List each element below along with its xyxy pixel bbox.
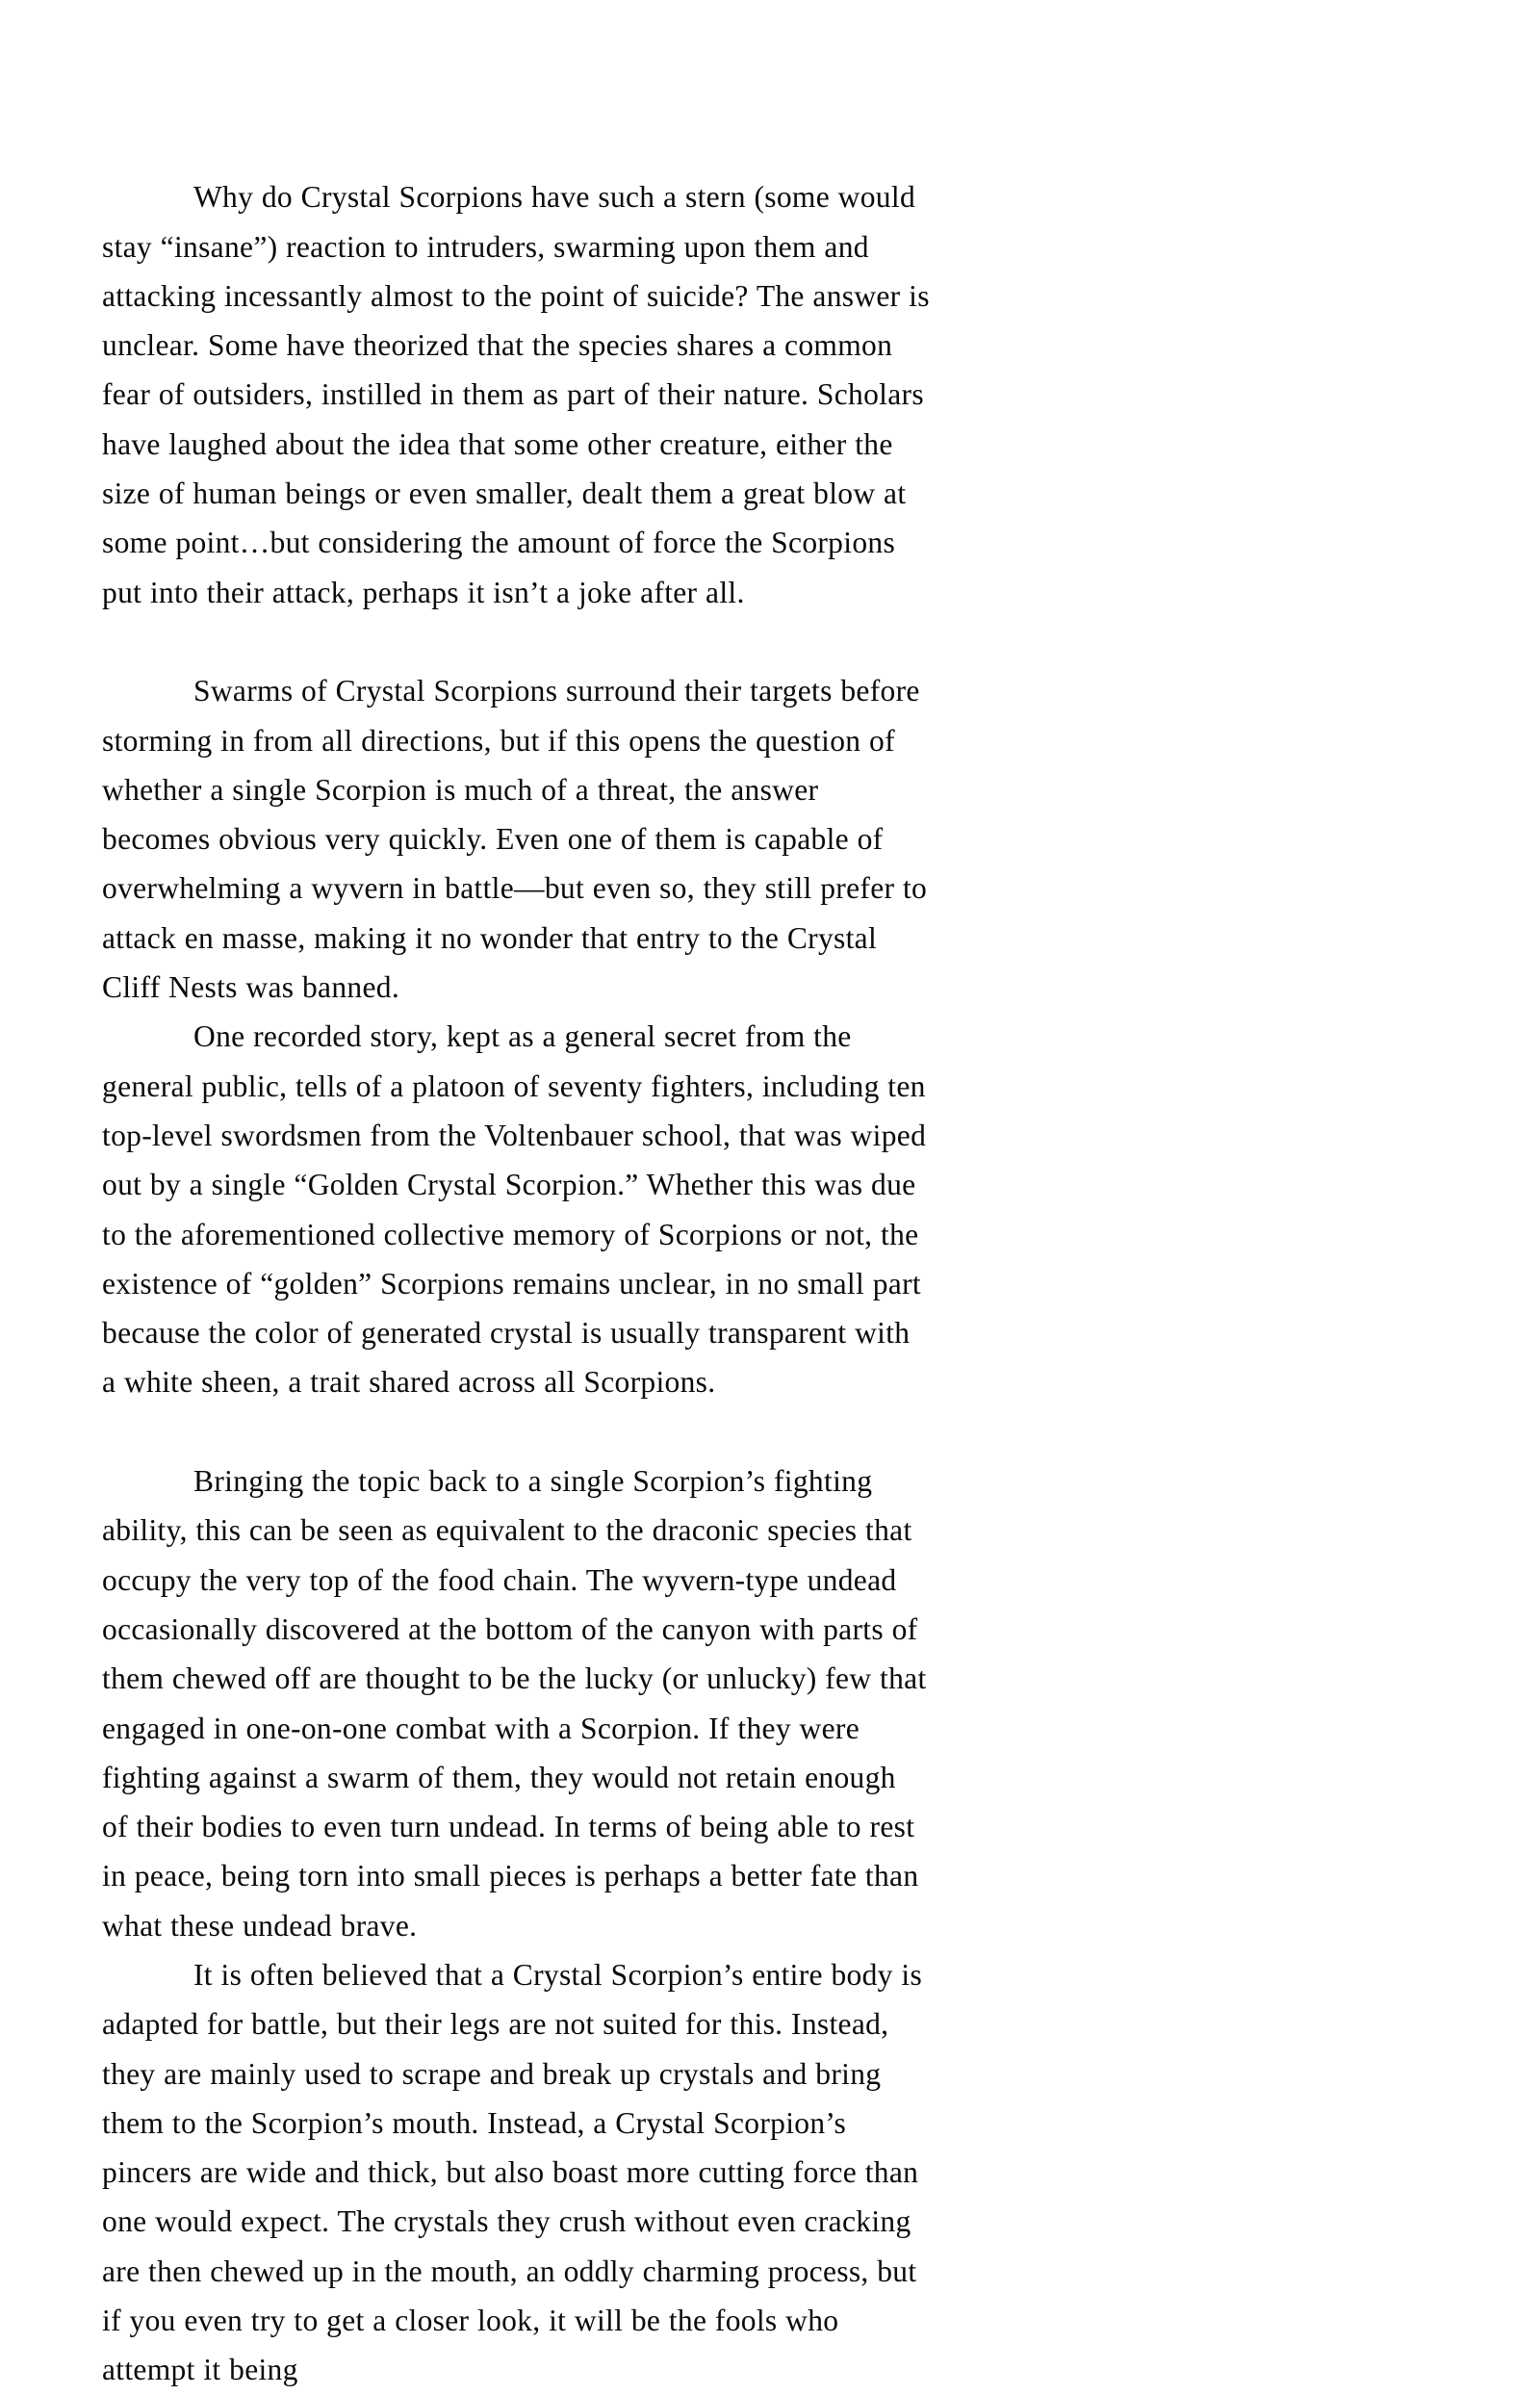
paragraph-4: Bringing the topic back to a single Scorpion’s fighting ability, this can be seen as equivalent to the draconic species that occupy the very top of the food chain. The wyvern-type undead occasionally discovered at the bottom of the canyon with parts of them chewed off are thought to be the lucky (or unlucky) few that engaged in one-on-one combat with a Scorpion. If they were fighting against a swarm of them, they would not retain enough of their bodies to even turn undead. In terms of being able to rest in peace, being torn into small pieces is perhaps a better fate than what these undead brave. <box>102 1464 927 1943</box>
body-text-column <box>102 123 930 2395</box>
paragraph-1: Why do Crystal Scorpions have such a stern (some would stay “insane”) reaction to intruders, swarming upon them and attacking incessantly almost to the point of suicide? The answer is unclear. Some have theorized that the species shares a common fear of outsiders, instilled in them as part of their nature. Scholars have laughed about the idea that some other creature, either the size of human beings or even smaller, dealt them a great blow at some point…but considering the amount of force the Scorpions put into their attack, perhaps it isn’t a joke after all. <box>102 180 930 609</box>
paragraph-5: It is often believed that a Crystal Scorpion’s entire body is adapted for battle, but their legs are not suited for this. Instead, they are mainly used to scrape and break up crystals and bring them to the Scorpion’s mouth. Instead, a Crystal Scorpion’s pincers are wide and thick, but also boast more cutting force than one would expect. The crystals they crush without even cracking are then chewed up in the mouth, an oddly charming process, but if you even try to get a closer look, it will be the fools who attempt it being <box>102 1957 923 2387</box>
paragraph-2: Swarms of Crystal Scorpions surround their targets before storming in from all directions, but if this opens the question of whether a single Scorpion is much of a threat, the answer becomes obvious very quickly. Even one of them is capable of overwhelming a wyvern in battle—but even so, they still prefer to attack en masse, making it no wonder that entry to the Crystal Cliff Nests was banned. <box>102 674 928 1005</box>
paragraph-3: One recorded story, kept as a general secret from the general public, tells of a platoon of seventy fighters, including ten top-level swordsmen from the Voltenbauer school, that was wiped out by a single “Golden Crystal Scorpion.” Whether this was due to the aforementioned collective memory of Scorpions or not, the existence of “golden” Scorpions remains unclear, in no small part because the color of generated crystal is usually transparent with a white sheen, a trait shared across all Scorpions. <box>102 1019 927 1400</box>
